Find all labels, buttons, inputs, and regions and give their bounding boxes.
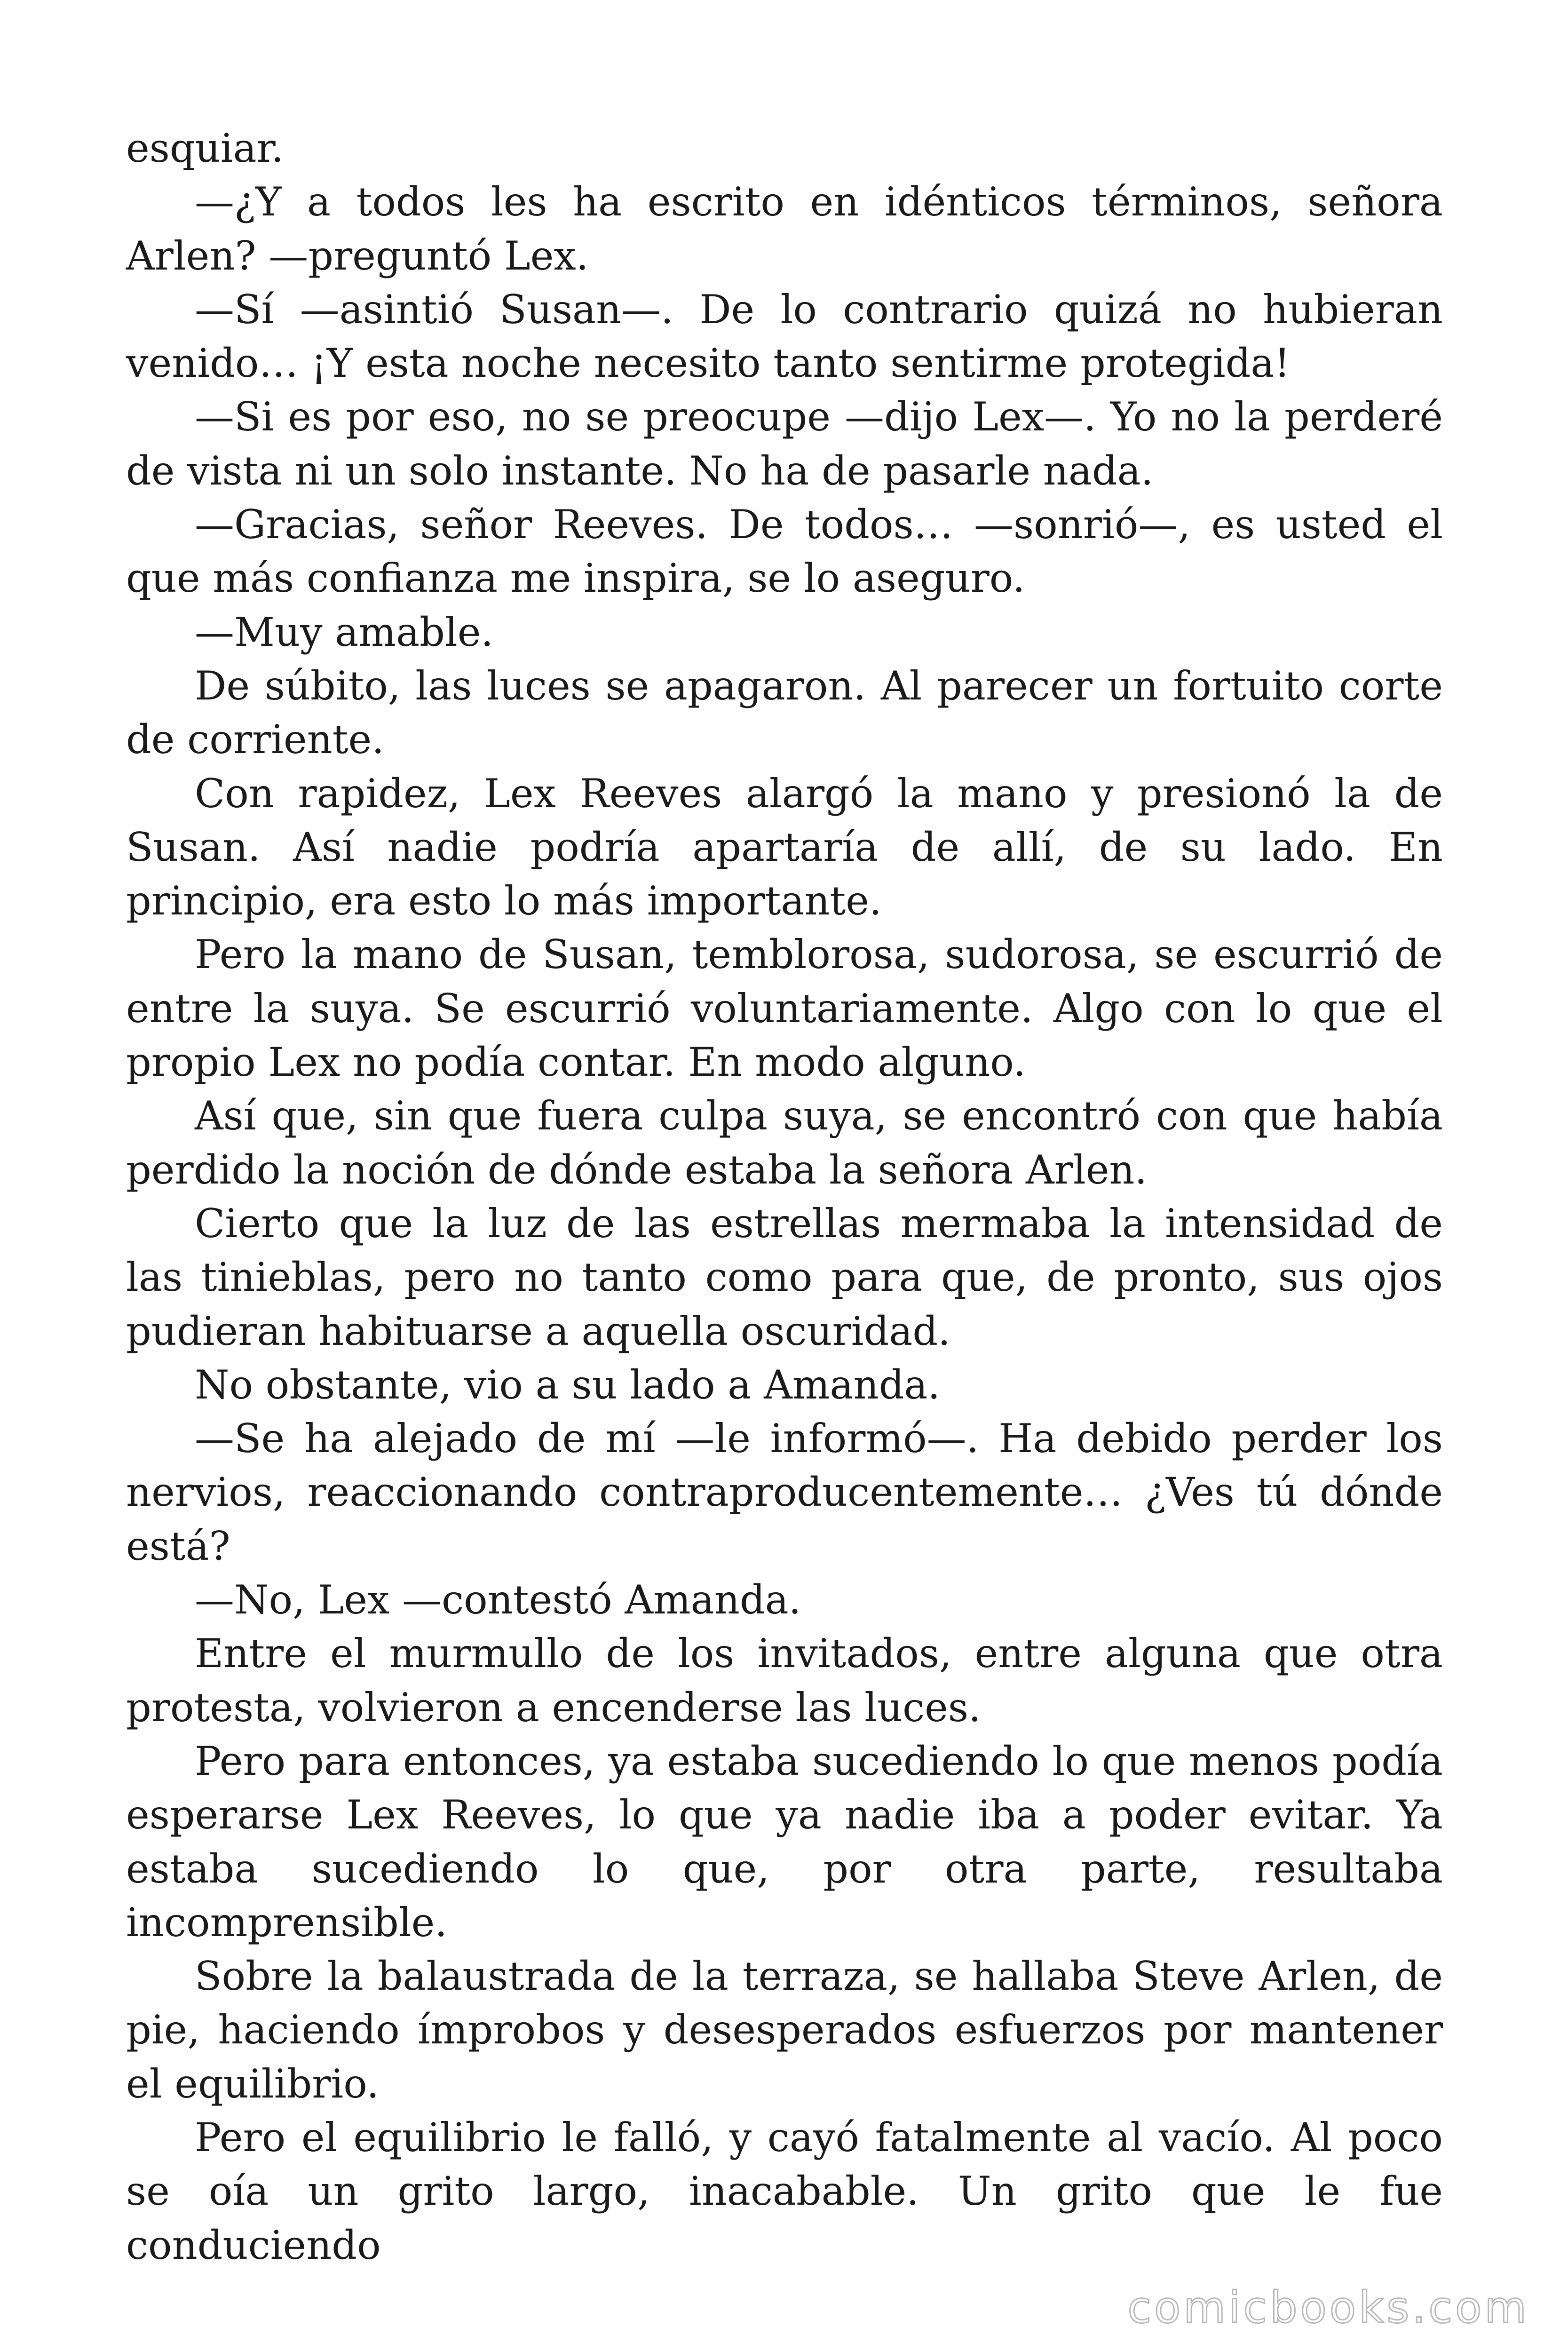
paragraph: Entre el murmullo de los invitados, entre alguna que otra protesta, volvieron a encenderse las luces. <box>126 1630 1443 1731</box>
paragraph: Pero la mano de Susan, temblorosa, sudorosa, se escurrió de entre la suya. Se escurrió voluntariamente. Algo con lo que el propio Lex no podía contar. En modo alguno. <box>126 931 1443 1086</box>
paragraph: Pero para entonces, ya estaba sucediendo lo que menos podía esperarse Lex Reeves, lo que ya nadie iba a poder evitar. Ya estaba sucediendo lo que, por otra parte, resultaba incomprensible. <box>126 1738 1443 1946</box>
paragraph: —Gracias, señor Reeves. De todos… —sonrió—, es usted el que más confianza me inspira, se lo aseguro. <box>126 501 1443 602</box>
paragraph: esquiar. <box>126 125 284 171</box>
watermark: comicbooks.com <box>1127 2282 1529 2333</box>
paragraph: —Si es por eso, no se preocupe —dijo Lex—. Yo no la perderé de vista ni un solo instante. No ha de pasarle nada. <box>126 394 1443 494</box>
paragraph: —Muy amable. <box>195 609 494 655</box>
paragraph: Pero el equilibrio le falló, y cayó fatalmente al vacío. Al poco se oía un grito largo, inacabable. Un grito que le fue conduciendo <box>126 2114 1443 2268</box>
paragraph: No obstante, vio a su lado a Amanda. <box>195 1361 941 1408</box>
paragraph: Con rapidez, Lex Reeves alargó la mano y presionó la de Susan. Así nadie podría apartaría de allí, de su lado. En principio, era esto lo más importante. <box>126 770 1443 924</box>
paragraph: Así que, sin que fuera culpa suya, se encontró con que había perdido la noción de dónde estaba la señora Arlen. <box>126 1093 1443 1193</box>
body-text <box>126 121 1443 2272</box>
paragraph: De súbito, las luces se apagaron. Al parecer un fortuito corte de corriente. <box>126 662 1443 763</box>
paragraph: Sobre la balaustrada de la terraza, se hallaba Steve Arlen, de pie, haciendo ímprobos y desesperados esfuerzos por mantener el equilibrio. <box>126 1953 1443 2107</box>
paragraph: —No, Lex —contestó Amanda. <box>195 1577 801 1623</box>
paragraph: —Se ha alejado de mí —le informó—. Ha debido perder los nervios, reaccionando contraproducentemente… ¿Ves tú dónde está? <box>126 1415 1443 1569</box>
paragraph: —Sí —asintió Susan—. De lo contrario quizá no hubieran venido… ¡Y esta noche necesito tanto sentirme protegida! <box>126 286 1443 387</box>
paragraph: —¿Y a todos les ha escrito en idénticos términos, señora Arlen? —preguntó Lex. <box>126 179 1443 279</box>
paragraph: Cierto que la luz de las estrellas mermaba la intensidad de las tinieblas, pero no tanto como para que, de pronto, sus ojos pudieran habituarse a aquella oscuridad. <box>126 1200 1443 1354</box>
